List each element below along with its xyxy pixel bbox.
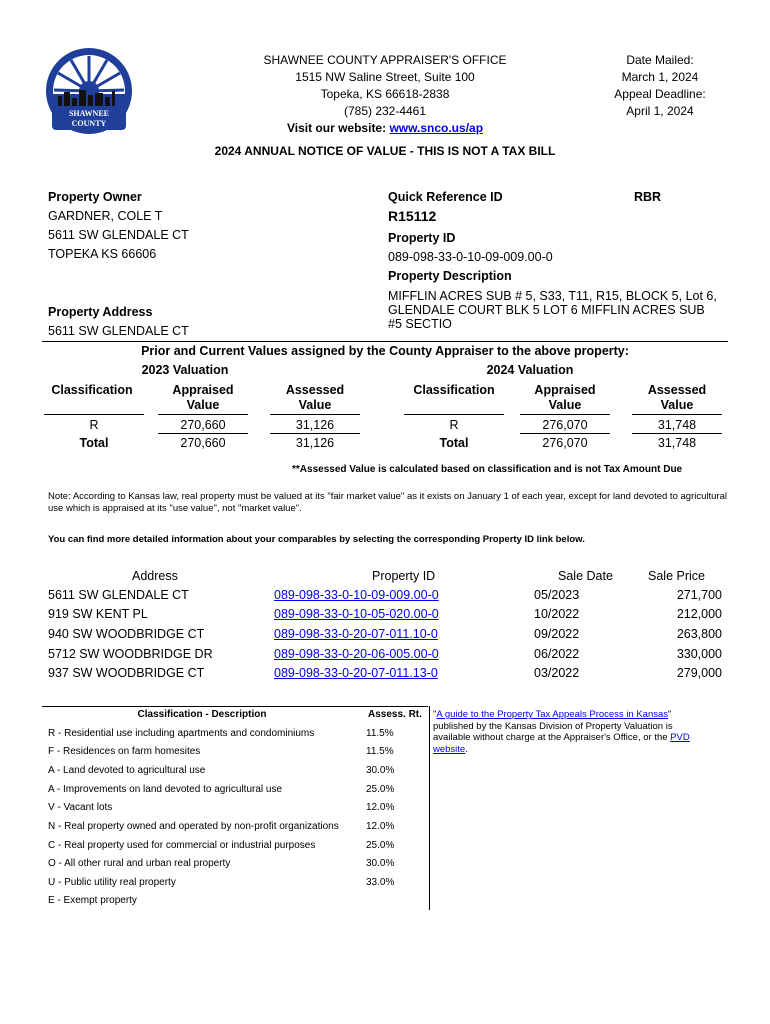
class-desc: U - Public utility real property	[48, 877, 176, 888]
comp-sale-date: 10/2022	[534, 607, 580, 621]
office-city: Topeka, KS 66618-2838	[320, 87, 450, 101]
document-title: 2024 ANNUAL NOTICE OF VALUE - THIS IS NOT A TAX BILL	[214, 144, 556, 158]
pvd-link[interactable]: PVD	[670, 732, 690, 743]
col-assessed-l1: Assessed	[285, 383, 345, 397]
quote-mark: "	[668, 709, 672, 720]
kansas-law-note: Note: According to Kansas law, real property must be valued at its "fair market value" as it exists on January 1 of each year, except for land devoted to agricultural use which is appraised at its "use value", not "market value".	[48, 491, 727, 514]
class-rate: 25.0%	[366, 784, 395, 795]
appeals-guide-link[interactable]: A guide to the Property Tax Appeals Process in Kansas	[436, 709, 669, 720]
comparables-intro: You can find more detailed information about your comparables by selecting the corresponding Property ID link below.	[48, 534, 585, 545]
total-label-2023: Total	[79, 436, 109, 450]
office-name: SHAWNEE COUNTY APPRAISER'S OFFICE	[263, 53, 507, 67]
description-line: #5 SECTIO	[388, 317, 452, 331]
quote-mark: "	[433, 709, 437, 720]
owner-city: TOPEKA KS 66606	[48, 247, 157, 261]
class-rate: 30.0%	[366, 765, 395, 776]
class-desc: F - Residences on farm homesites	[48, 746, 201, 757]
mailed-date: March 1, 2024	[621, 70, 699, 84]
val-appraised-2023: 270,660	[180, 418, 226, 432]
logo-text-line1: SHAWNEE	[68, 109, 110, 118]
valuation-2024-title: 2024 Valuation	[486, 363, 574, 377]
total-assessed-2024: 31,748	[657, 436, 697, 450]
website-link[interactable]: www.snco.us/ap	[389, 121, 484, 135]
comp-header-address: Address	[132, 569, 178, 583]
val-class-2023: R	[89, 418, 99, 432]
comp-sale-price: 279,000	[676, 666, 722, 680]
description-line: MIFFLIN ACRES SUB # 5, S33, T11, R15, BLOCK 5, Lot 6,	[388, 289, 717, 303]
class-desc: N - Real property owned and operated by non-profit organizations	[48, 821, 339, 832]
class-rate: 11.5%	[366, 728, 394, 739]
comp-sale-price: 212,000	[676, 607, 722, 621]
comp-property-id-link[interactable]: 089-098-33-0-20-07-011.13-0	[274, 666, 438, 680]
guide-text: published by the Kansas Division of Property Valuation is	[433, 720, 673, 732]
class-desc: A - Improvements on land devoted to agricultural use	[48, 784, 283, 795]
comp-header-id: Property ID	[372, 569, 436, 583]
property-address: 5611 SW GLENDALE CT	[48, 324, 189, 338]
quickref-value: R15112	[388, 208, 437, 224]
comp-property-id-link[interactable]: 089-098-33-0-10-05-020.00-0	[274, 607, 439, 621]
class-rate: 11.5%	[366, 746, 394, 757]
values-heading: Prior and Current Values assigned by the County Appraiser to the above property:	[141, 344, 629, 358]
class-desc: O - All other rural and urban real property	[48, 858, 231, 869]
owner-label: Property Owner	[48, 190, 142, 204]
property-id-label: Property ID	[388, 231, 456, 245]
quickref-code: RBR	[634, 190, 662, 204]
divider	[42, 341, 728, 342]
col-classification: Classification	[51, 383, 133, 397]
valuation-2023-title: 2023 Valuation	[141, 363, 229, 377]
assessed-footnote: **Assessed Value is calculated based on classification and is not Tax Amount Due	[292, 464, 683, 475]
comp-sale-price: 271,700	[676, 588, 722, 602]
total-label-2024: Total	[439, 436, 469, 450]
website-label: Visit our website:	[286, 121, 387, 135]
val-assessed-2023: 31,126	[295, 418, 335, 432]
val-appraised-2024: 276,070	[542, 418, 588, 432]
comp-address: 937 SW WOODBRIDGE CT	[48, 666, 205, 680]
comp-address: 940 SW WOODBRIDGE CT	[48, 627, 205, 641]
total-assessed-2023: 31,126	[295, 436, 335, 450]
val-class-2024: R	[449, 418, 459, 432]
class-divider	[429, 706, 430, 910]
total-appraised-2024: 276,070	[542, 436, 588, 450]
comp-sale-date: 05/2023	[534, 588, 580, 602]
col-assessed-l2: Value	[298, 398, 332, 412]
period: .	[465, 743, 468, 755]
appeals-guide	[433, 709, 733, 755]
comp-sale-price: 330,000	[676, 647, 722, 661]
col-assessed-l1: Assessed	[647, 383, 707, 397]
class-desc: C - Real property used for commercial or industrial purposes	[48, 840, 316, 851]
comp-sale-date: 03/2022	[534, 666, 580, 680]
class-rate: 25.0%	[366, 840, 395, 851]
col-assessed-2024	[632, 383, 722, 413]
shawnee-county-logo	[44, 46, 134, 136]
quickref-label: Quick Reference ID	[388, 190, 503, 204]
class-desc: R - Residential use including apartments and condominiums	[48, 728, 315, 739]
class-desc: E - Exempt property	[48, 895, 137, 906]
col-assessed	[270, 383, 360, 413]
comp-property-id-link[interactable]: 089-098-33-0-20-07-011.10-0	[274, 627, 438, 641]
class-rate: 33.0%	[366, 877, 395, 888]
col-appraised-l1: Appraised	[534, 383, 596, 397]
comp-header-price: Sale Price	[648, 569, 705, 583]
description-line: GLENDALE COURT BLK 5 LOT 6 MIFFLIN ACRES SUB	[388, 303, 705, 317]
class-desc: A - Land devoted to agricultural use	[48, 765, 206, 776]
comp-header-date: Sale Date	[558, 569, 613, 583]
col-assessed-l2: Value	[660, 398, 694, 412]
comp-address: 5712 SW WOODBRIDGE DR	[48, 647, 213, 661]
col-classification-2024: Classification	[413, 383, 495, 397]
col-appraised-l2: Value	[548, 398, 582, 412]
property-address-label: Property Address	[48, 305, 153, 319]
owner-street: 5611 SW GLENDALE CT	[48, 228, 189, 242]
col-appraised-l1: Appraised	[172, 383, 234, 397]
description-text	[388, 289, 717, 331]
deadline-label: Appeal Deadline:	[614, 87, 706, 101]
class-top-rule	[42, 706, 428, 707]
comp-sale-date: 06/2022	[534, 647, 580, 661]
class-desc: V - Vacant lots	[48, 802, 113, 813]
comp-sale-date: 09/2022	[534, 627, 580, 641]
col-appraised-l2: Value	[186, 398, 220, 412]
class-rate: 12.0%	[366, 821, 395, 832]
comp-sale-price: 263,800	[676, 627, 722, 641]
property-id-value: 089-098-33-0-10-09-009.00-0	[388, 250, 553, 264]
guide-text: available without charge at the Appraiser's Office, or the	[433, 732, 671, 743]
office-phone: (785) 232-4461	[343, 104, 427, 118]
description-label: Property Description	[388, 269, 512, 283]
mailed-label: Date Mailed:	[626, 53, 694, 67]
office-street: 1515 NW Saline Street, Suite 100	[295, 70, 475, 84]
logo-text-line2: COUNTY	[71, 119, 107, 128]
comp-address: 919 SW KENT PL	[48, 607, 148, 621]
col-appraised	[158, 383, 248, 413]
col-appraised-2024	[520, 383, 610, 413]
total-appraised-2023: 270,660	[180, 436, 226, 450]
class-header-rate: Assess. Rt.	[368, 709, 422, 720]
date-block	[580, 52, 740, 120]
val-assessed-2024: 31,748	[657, 418, 697, 432]
pvd-website-link[interactable]: website	[433, 743, 466, 755]
owner-name: GARDNER, COLE T	[48, 209, 163, 223]
comp-address: 5611 SW GLENDALE CT	[48, 588, 189, 602]
office-header	[230, 52, 540, 137]
website-line	[230, 120, 540, 137]
comp-property-id-link[interactable]: 089-098-33-0-20-06-005.00-0	[274, 647, 439, 661]
class-rate: 30.0%	[366, 858, 395, 869]
class-header-desc: Classification - Description	[137, 709, 267, 720]
class-rate: 12.0%	[366, 802, 395, 813]
comp-property-id-link[interactable]: 089-098-33-0-10-09-009.00-0	[274, 588, 439, 602]
deadline-date: April 1, 2024	[626, 104, 694, 118]
